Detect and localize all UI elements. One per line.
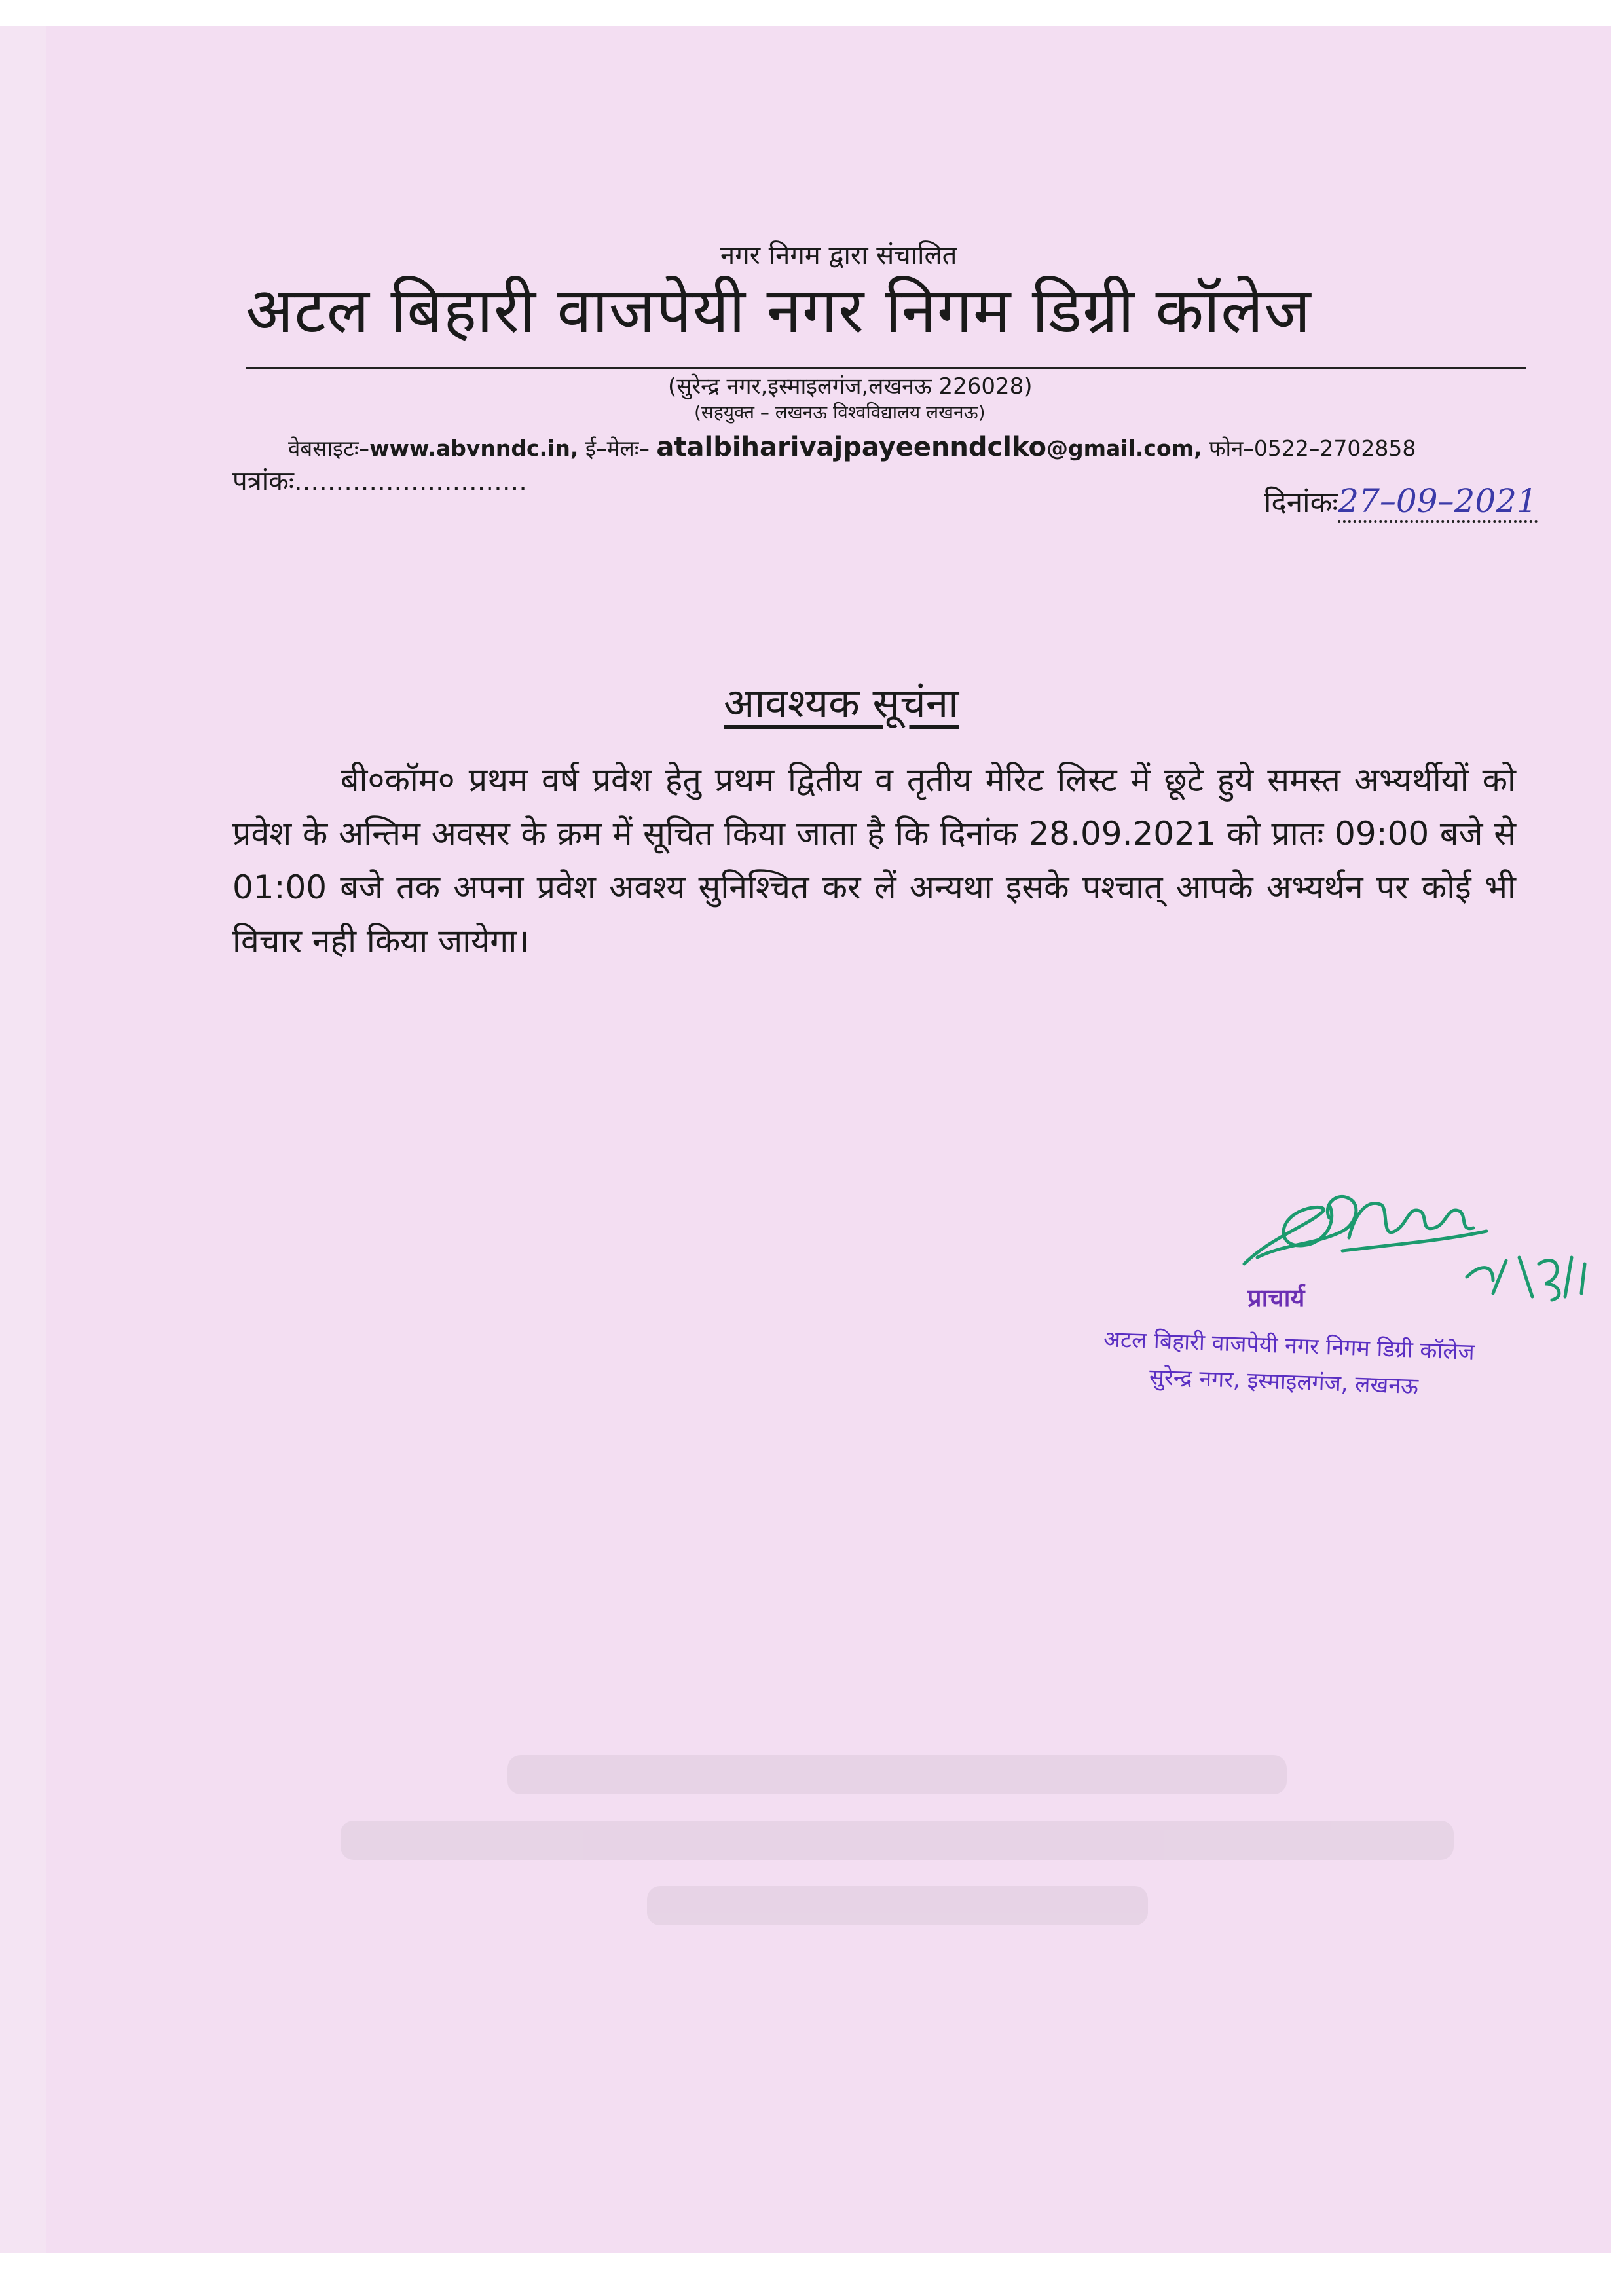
email-domain: @gmail.com, [1046, 435, 1202, 461]
signature-underline [1342, 1231, 1486, 1251]
scan-top-edge [0, 0, 1624, 26]
ref-label: पत्रांकः [232, 466, 294, 496]
signature-date-stroke [1467, 1257, 1585, 1300]
notice-heading: आवश्यक सूचंना [724, 679, 959, 727]
phone: फोन–0522–2702858 [1202, 435, 1416, 461]
website-label: वेबसाइटः– [288, 435, 370, 461]
designation: प्राचार्य [1247, 1284, 1305, 1312]
stamp-address: सुरेन्द्र नगर, इस्माइलगंज, लखनऊ [1149, 1363, 1419, 1400]
tagline: नगर निगम द्वारा संचालित [720, 240, 957, 270]
college-address: (सुरेन्द्र नगर,इस्माइलगंज,लखनऊ 226028) [668, 373, 1033, 399]
letter-date [1264, 481, 1538, 521]
notice-body: बी०कॉम० प्रथम वर्ष प्रवेश हेतु प्रथम द्वितीय व तृतीय मेरिट लिस्ट में छूटे हुये समस्त अभ्यर्थीयों को प्रवेश के अन्तिम अवसर के क्रम में सूचित किया जाता है कि दिनांक 28.09.2021 को प्रातः 09:00 बजे से 01:00 बजे तक अपना प्रवेश अवश्य सुनिश्चित कर लें अन्यथा इसके पश्चात् आपके अभ्यर्थन पर कोई भी विचार नही किया जायेगा। [232, 761, 1516, 960]
email-label: ई–मेलः– [578, 435, 657, 461]
scan-right-edge [1611, 0, 1624, 2296]
stamp-college-name: अटल बिहारी वाजपेयी नगर निगम डिग्री कॉलेज [1103, 1326, 1475, 1365]
contact-line [288, 432, 1416, 462]
scan-bottom-edge [0, 2253, 1624, 2296]
signature-flourish [1244, 1205, 1332, 1264]
bleed-through-ghost [341, 1729, 1454, 2030]
email-user: atalbiharivajpayeenndclko [656, 432, 1046, 462]
ref-dots: ............................ [293, 466, 527, 496]
header-rule [246, 367, 1526, 369]
signature-loop [1257, 1196, 1356, 1257]
reference-number [232, 462, 527, 498]
date-label: दिनांकः [1264, 486, 1338, 519]
college-affiliation: (सहयुक्त – लखनऊ विश्वविद्यालय लखनऊ) [694, 401, 986, 423]
college-name: अटल बिहारी वाजपेयी नगर निगम डिग्री कॉलेज [246, 274, 1312, 347]
website: www.abvnndc.in, [369, 435, 579, 461]
signature-name [1349, 1203, 1473, 1238]
date-value: 27–09–2021 [1338, 482, 1538, 523]
